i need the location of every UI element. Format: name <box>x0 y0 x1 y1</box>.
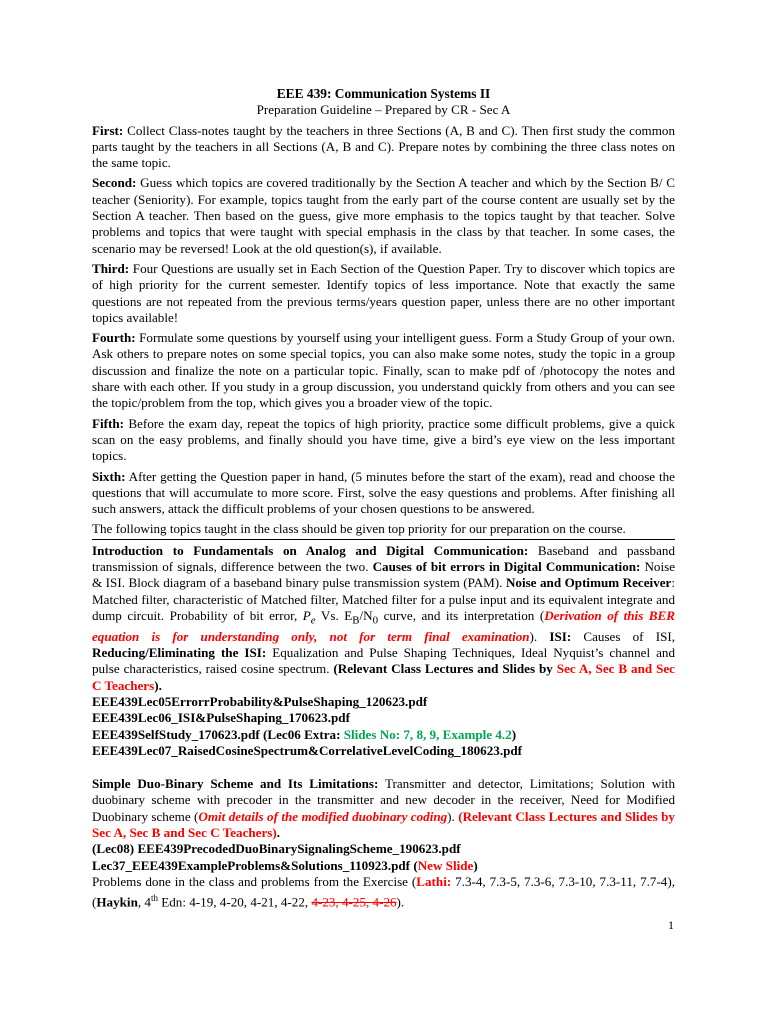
file-lec06: EEE439Lec06_ISI&PulseShaping_170623.pdf <box>92 710 350 726</box>
topic-heading: Causes of bit errors in Digital Communication: <box>372 559 641 575</box>
problems-text: Edn: 4-19, 4-20, 4-21, 4-22, <box>157 894 312 910</box>
topic-heading: Simple Duo-Binary Scheme and Its Limitations: <box>92 776 379 792</box>
document-title: EEE 439: Communication Systems II <box>276 86 491 101</box>
topic-text: ). <box>529 628 550 644</box>
paragraph-text: Four Questions are usually set in Each Section of the Question Paper. Try to discover which topics are of high priority for the current semester. Identify topics of less importance. Note that exactly the same questions are not repeated from the previous terms/years question paper, unless there are no other important topics available! <box>92 260 675 325</box>
ber-note: Derivation of this BER equation is for understanding only, not for term final examination <box>92 607 676 644</box>
omit-note: Omit details of the modified duobinary coding <box>198 808 448 824</box>
lead-label: Sixth: <box>92 468 126 484</box>
paragraph-text: Before the exam day, repeat the topics of high priority, practice some difficult problems, give a quick scan on the easy problems, and finally should you have time, give a bird’s eye view on the less important topics. <box>92 415 675 464</box>
file-name: ) <box>473 857 478 873</box>
subscript-e: e <box>310 614 316 627</box>
topic-text: Baseband and passband transmission of signals, difference between the two. <box>92 542 675 575</box>
topic-text: curve, and its interpretation ( <box>378 607 545 623</box>
topic-text: Noise & ISI. Block diagram of a baseband binary pulse transmission system (PAM). <box>92 559 676 591</box>
topic-text: Equalization and Pulse Shaping Techniques, Ideal Nyquist’s channel and pulse characteristics, raised cosine spectrum. <box>92 645 675 677</box>
lead-label: Third: <box>92 260 130 276</box>
lathi-label: Lathi: <box>416 873 452 889</box>
topic-text: ). <box>154 677 162 693</box>
guideline-second <box>92 175 675 256</box>
topic-text: ). <box>447 808 459 824</box>
superscript-th: th <box>150 893 158 904</box>
topic-duobinary <box>92 776 675 841</box>
problems-text: Problems done in the class and problems from the Exercise ( <box>92 873 417 889</box>
topic-text: /N <box>359 607 373 623</box>
haykin-label: Haykin <box>96 894 138 910</box>
paragraph-text: Formulate some questions by yourself using your intelligent guess. Form a Study Group of your own. Ask others to prepare notes on some special topics, you can also make some notes, study the topic in a group discussion and finalize the note on a particular topic. Finally, scan to make pdf of /photocopy the notes and share with each other. If you study in a group discussion, you understand quickly from others and you can see the topic/problem from the top, which gives you a broader view of the topic. <box>92 330 675 411</box>
guideline-fifth <box>92 416 675 465</box>
topic-text: Causes of ISI, <box>571 628 675 644</box>
spacer <box>92 759 675 776</box>
guideline-first <box>92 123 675 172</box>
topic-text: Vs. E <box>315 607 353 623</box>
problems-list <box>92 874 675 911</box>
topic-text: . <box>276 825 281 841</box>
guideline-sixth <box>92 469 675 518</box>
priority-statement: The following topics taught in the class should be given top priority for our preparation on the course. <box>92 521 675 539</box>
topic-heading: ISI: <box>549 628 572 644</box>
file-name: Lec37_EEE439ExampleProblems&Solutions_110923.pdf ( <box>92 857 418 873</box>
topic-text: Transmitter and detector, Limitations; Solution with duobinary scheme with precoder in the transmitter and new decoder in the receiver, Need for Modified Duobinary scheme ( <box>92 776 675 824</box>
document-subtitle: Preparation Guideline – Prepared by CR - Sec A <box>256 102 511 118</box>
sections-highlight: Sec A, Sec B and Sec C Teachers <box>92 661 675 693</box>
topic-heading: Noise and Optimum Receiver <box>505 575 672 591</box>
file-selfstudy <box>92 727 675 743</box>
topic-text: : Matched filter, characteristic of Matched filter, Matched filter for a pulse input and its equivalent integrate and dump circuit. Probability of bit error, <box>92 575 676 623</box>
file-lec05: EEE439Lec05ErrorrProbability&PulseShaping_120623.pdf <box>92 694 428 709</box>
symbol-pe <box>302 607 316 627</box>
topic-heading: Reducing/Eliminating the ISI: <box>92 645 267 661</box>
page-number: 1 <box>668 918 674 932</box>
lead-label: First: <box>92 122 124 138</box>
subscript-b: B <box>352 614 360 627</box>
symbol-p: P <box>302 607 311 623</box>
problems-text: ). <box>396 894 405 910</box>
paragraph-text: Guess which topics are covered traditionally by the Section A teacher and which by the Section B/ C teacher (Seniority). For example, topics taught from the early part of the course content are usually set by the Section A teacher. Then based on the guess, give more emphasis to the topics taught by that teacher. Solve problems and topics that were taught with special emphasis in the class by that teacher. In some cases, the scenario may be reversed! Look at the old question(s), if available. <box>92 175 675 256</box>
guideline-fourth <box>92 330 675 411</box>
topic-heading: Introduction to Fundamentals on Analog and Digital Communication: <box>92 542 529 558</box>
new-slide-badge: New Slide <box>417 857 474 873</box>
file-lec07: EEE439Lec07_RaisedCosineSpectrum&CorrelativeLevelCoding_180623.pdf <box>92 742 523 758</box>
slides-highlight: Slides No: 7, 8, 9, Example 4.2 <box>343 726 512 742</box>
file-name: ) <box>511 726 517 742</box>
document-page <box>92 86 675 915</box>
struck-problems: 4-23, 4-25, 4-26 <box>311 894 397 910</box>
lead-label: Fourth: <box>92 330 136 346</box>
relevant-lectures: (Relevant Class Lectures and Slides by Sec A, Sec B and Sec C Teachers) <box>92 808 675 841</box>
problems-text: , 4 <box>137 894 151 910</box>
paragraph-text: Collect Class-notes taught by the teachers in three Sections (A, B and C). Then first study the common parts taught by the teachers in all Sections (A, B and C). Prepare notes by combining the three class notes on the same topic. <box>92 122 675 171</box>
lead-label: Second: <box>92 175 137 191</box>
problems-text: 7.3-4, 7.3-5, 7.3-6, 7.3-10, 7.3-11, 7.7-4), ( <box>92 873 675 910</box>
relevant-lectures: (Relevant Class Lectures and Slides by <box>333 661 557 677</box>
file-name: EEE439SelfStudy_170623.pdf (Lec06 Extra: <box>92 726 344 742</box>
paragraph-text: After getting the Question paper in hand, (5 minutes before the start of the exam), read and choose the questions that will accumulate to more score. First, solve the easy questions and problems. After finishing all such answers, attack the difficult problems of your chosen questions to be answered. <box>92 468 675 517</box>
guideline-third <box>92 261 675 326</box>
lead-label: Fifth: <box>92 415 124 431</box>
file-lec08: (Lec08) EEE439PrecodedDuoBinarySignalingScheme_190623.pdf <box>92 841 461 857</box>
topic-fundamentals <box>92 543 675 694</box>
subscript-0: 0 <box>372 614 379 627</box>
file-lec37 <box>92 858 675 874</box>
